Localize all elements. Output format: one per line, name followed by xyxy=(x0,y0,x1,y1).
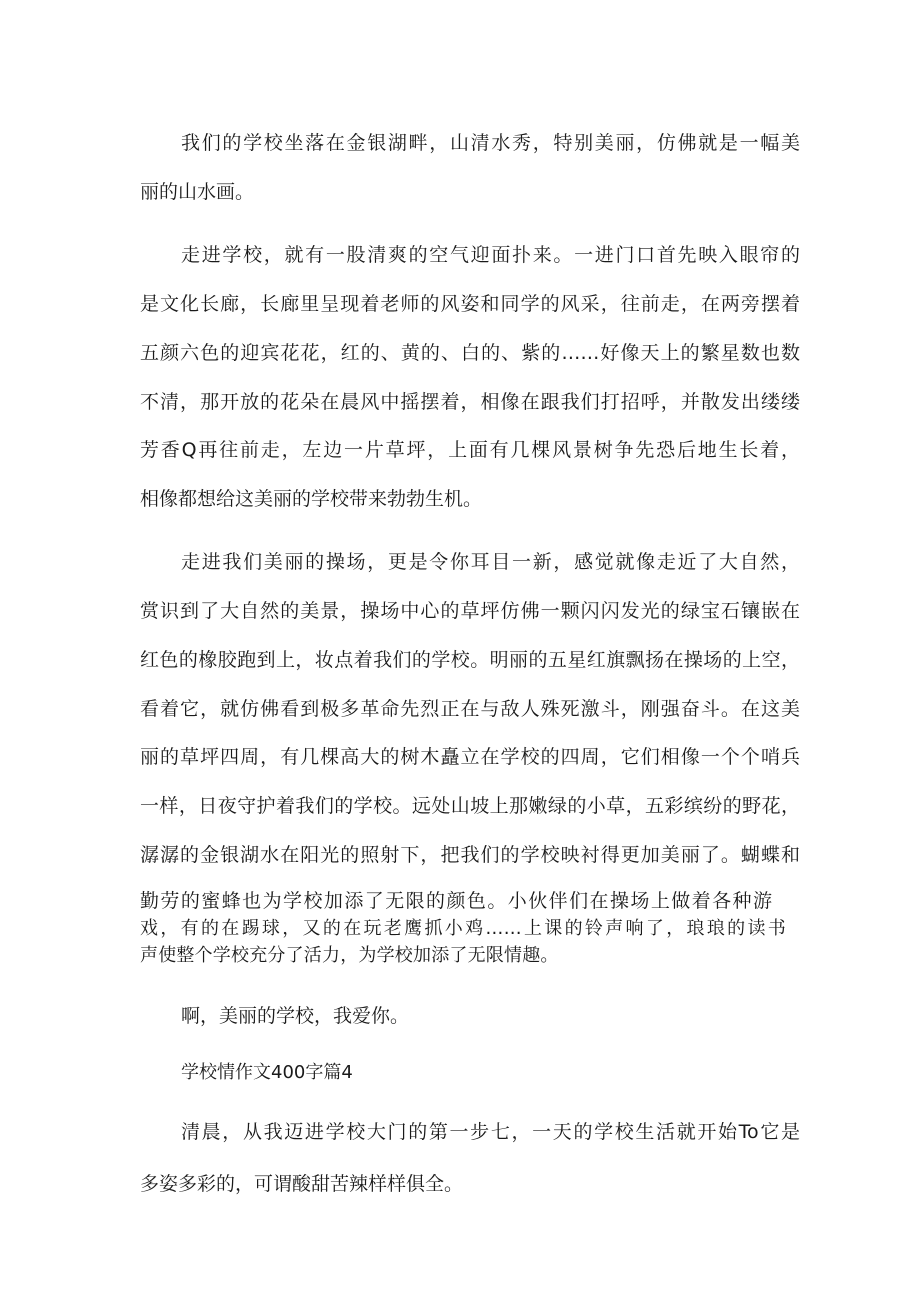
paragraph-2-line-2: 是文化长廊，长廊里呈现着老师的风姿和同学的风采，往前走，在两旁摆着 xyxy=(140,293,800,315)
paragraph-1-line-1: 我们的学校坐落在金银湖畔，山清水秀，特别美丽，仿佛就是一幅美 xyxy=(181,132,800,154)
paragraph-3-line-5: 丽的草坪四周，有几棵高大的树木矗立在学校的四周，它们相像一个个哨兵 xyxy=(140,746,800,768)
paragraph-3-line-7: 潺潺的金银湖水在阳光的照射下，把我们的学校映衬得更加美丽了。蝴蝶和 xyxy=(140,844,800,866)
paragraph-3-line-9: 戏，有的在踢球，又的在玩老鹰抓小鸡……上课的铃声响了，琅琅的读书 xyxy=(140,918,786,939)
section-heading: 学校情作文400字篇4 xyxy=(181,1062,353,1083)
paragraph-4-line-1: 啊，美丽的学校，我爱你。 xyxy=(181,1005,410,1027)
paragraph-3-line-3: 红色的橡胶跑到上，妆点着我们的学校。明丽的五星红旗飘扬在操场的上空， xyxy=(140,649,800,671)
paragraph-3-line-6: 一样，日夜守护着我们的学校。远处山坡上那嫩绿的小草，五彩缤纷的野花， xyxy=(140,795,800,817)
paragraph-2-line-6: 相像都想给这美丽的学校带来勃勃生机。 xyxy=(140,488,483,510)
paragraph-1-line-2: 丽的山水画。 xyxy=(140,181,255,203)
paragraph-3-line-8: 勤劳的蜜蜂也为学校加添了无限的颜色。小伙伴们在操场上做着各种游 xyxy=(140,890,772,912)
paragraph-3-line-2: 赏识到了大自然的美景，操场中心的草坪仿佛一颗闪闪发光的绿宝石镶嵌在 xyxy=(140,600,800,622)
paragraph-2-line-1: 走进学校，就有一股清爽的空气迎面扑来。一进门口首先映入眼帘的 xyxy=(181,244,800,266)
paragraph-3-line-1: 走进我们美丽的操场，更是令你耳目一新，感觉就像走近了大自然， xyxy=(181,551,800,573)
paragraph-2-line-3: 五颜六色的迎宾花花，红的、黄的、白的、紫的……好像天上的繁星数也数 xyxy=(140,342,800,364)
paragraph-2-line-4: 不清，那开放的花朵在晨风中摇摆着，相像在跟我们打招呼，并散发出缕缕 xyxy=(140,391,800,413)
final-paragraph-line-1: 清晨，从我迈进学校大门的第一步七，一天的学校生活就开始To它是 xyxy=(181,1121,800,1143)
paragraph-2-line-5: 芳香Q再往前走，左边一片草坪，上面有几棵风景树争先恐后地生长着， xyxy=(140,439,800,461)
paragraph-3-line-4: 看着它，就仿佛看到极多革命先烈正在与敌人殊死激斗，刚强奋斗。在这美 xyxy=(140,698,800,720)
final-paragraph-line-2: 多姿多彩的，可谓酸甜苦辣样样俱全。 xyxy=(140,1173,464,1195)
paragraph-3-line-10: 声使整个学校充分了活力，为学校加添了无限情趣。 xyxy=(140,945,559,966)
